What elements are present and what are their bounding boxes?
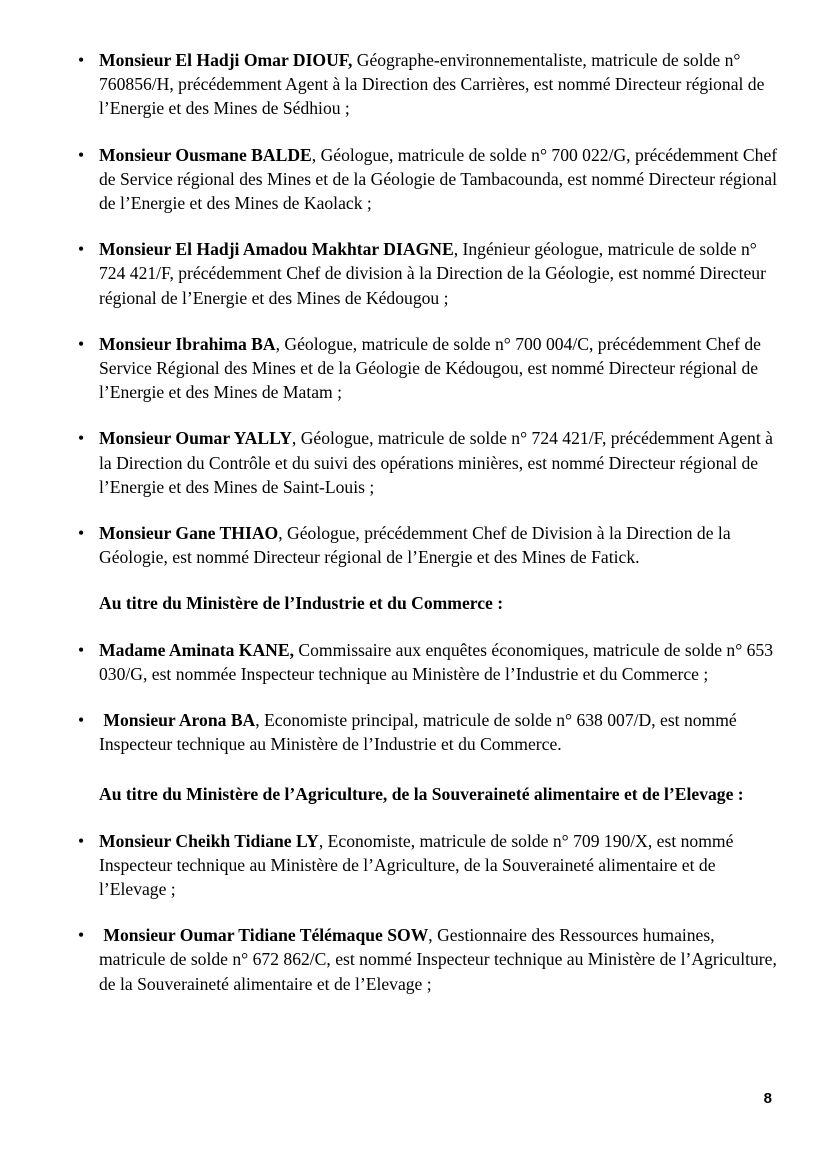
appointment-details: , Géologue, matricule de solde n° 724 421/F, précédemment Agent à la Direction du Contrôle et du suivi des opérations minières, est nommé Directeur régional de l’Energie et des Mines de Saint-Louis ;: [99, 428, 773, 497]
appointment-details: , Economiste principal, matricule de solde n° 638 007/D, est nommé Inspecteur technique au Ministère de l’Industrie et du Commerce.: [99, 710, 737, 755]
appointment-details: , Gestionnaire des Ressources humaines, matricule de solde n° 672 862/C, est nommé Inspecteur technique au Ministère de l’Agriculture, de la Souveraineté alimentaire et de l’Elevage ;: [99, 925, 777, 994]
appointment-thiao: [78, 521, 778, 569]
person-name: Monsieur Gane THIAO: [99, 523, 279, 544]
person-name: Monsieur Ousmane BALDE: [99, 144, 312, 165]
appointment-text: [99, 638, 778, 686]
bullet-icon: [78, 143, 90, 167]
appointment-text: [99, 332, 778, 405]
appointment-balde: [78, 143, 778, 216]
appointment-details: , Géologue, matricule de solde n° 700 004/C, précédemment Chef de Service Régional des Mines et de la Géologie de Kédougou, est nommé Directeur régional de l’Energie et des Mines de Matam ;: [99, 333, 761, 403]
appointment-details: , Géologue, précédemment Chef de Division à la Direction de la Géologie, est nommé Directeur régional de l’Energie et des Mines de Fatick.: [99, 523, 731, 568]
appointment-telemaque-sow: [78, 923, 778, 996]
appointment-details: , Géologue, matricule de solde n° 700 022/G, précédemment Chef de Service régional des Mines et de la Géologie de Tambacounda, est nommé Directeur régional de l’Energie et des Mines de Kaolack ;: [99, 144, 778, 214]
bullet-icon: [78, 48, 90, 72]
person-name: Monsieur Ibrahima BA: [99, 333, 276, 354]
heading-ministere-agriculture: [78, 782, 778, 806]
appointment-details: , Economiste, matricule de solde n° 709 190/X, est nommé Inspecteur technique au Ministère de l’Agriculture, de la Souveraineté alimentaire et de l’Elevage ;: [99, 830, 734, 900]
person-name: Monsieur Oumar YALLY: [99, 428, 292, 449]
appointment-text: [99, 48, 778, 121]
appointment-yally: [78, 426, 778, 499]
appointment-text: [99, 708, 778, 756]
bullet-icon: [78, 923, 90, 947]
document-body: [78, 48, 778, 1018]
appointment-details: Commissaire aux enquêtes économiques, matricule de solde n° 653 030/G, est nommée Inspecteur technique au Ministère de l’Industrie et du Commerce ;: [99, 639, 774, 684]
person-name: Madame Aminata KANE,: [99, 639, 294, 660]
bullet-icon: [78, 829, 90, 853]
bullet-icon: [78, 638, 90, 662]
person-name: Monsieur El Hadji Omar DIOUF,: [99, 50, 353, 70]
appointment-details: , Ingénieur géologue, matricule de solde n° 724 421/F, précédemment Chef de division à la Direction de la Géologie, est nommé Directeur régional de l’Energie et des Mines de Kédougou ;: [99, 239, 766, 308]
person-name: Monsieur Cheikh Tidiane LY: [99, 830, 319, 851]
person-name: Monsieur El Hadji Amadou Makhtar DIAGNE: [99, 239, 454, 260]
appointment-arona-ba: [78, 708, 778, 756]
appointment-diagne: [78, 237, 778, 310]
heading-ministere-industrie-commerce: [78, 591, 778, 615]
bullet-icon: [78, 521, 90, 545]
appointment-ibrahima-ba: [78, 332, 778, 405]
appointment-text: [99, 829, 778, 902]
appointment-details: Géographe-environnementaliste, matricule de solde n° 760856/H, précédemment Agent à la Direction des Carrières, est nommé Directeur régional de l’Energie et des Mines de Sédhiou ;: [99, 50, 765, 119]
heading-text: Au titre du Ministère de l’Industrie et du Commerce :: [99, 593, 504, 614]
appointment-kane: [78, 638, 778, 686]
appointment-text: [99, 426, 778, 499]
person-name: Monsieur Oumar Tidiane Télémaque SOW: [103, 925, 429, 946]
bullet-icon: [78, 332, 90, 356]
heading-text: Au titre du Ministère de l’Agriculture, de la Souveraineté alimentaire et de l’Elevage :: [99, 784, 744, 805]
bullet-icon: [78, 426, 90, 450]
page-number: 8: [763, 1090, 772, 1107]
appointment-text: [99, 923, 778, 996]
appointment-text: [99, 143, 778, 216]
person-name: Monsieur Arona BA: [103, 710, 256, 731]
appointment-text: [99, 521, 778, 569]
appointment-text: [99, 237, 778, 310]
appointment-cheikh-tidiane-ly: [78, 829, 778, 902]
bullet-icon: [78, 708, 90, 732]
appointment-diouf: [78, 48, 778, 121]
bullet-icon: [78, 237, 90, 261]
